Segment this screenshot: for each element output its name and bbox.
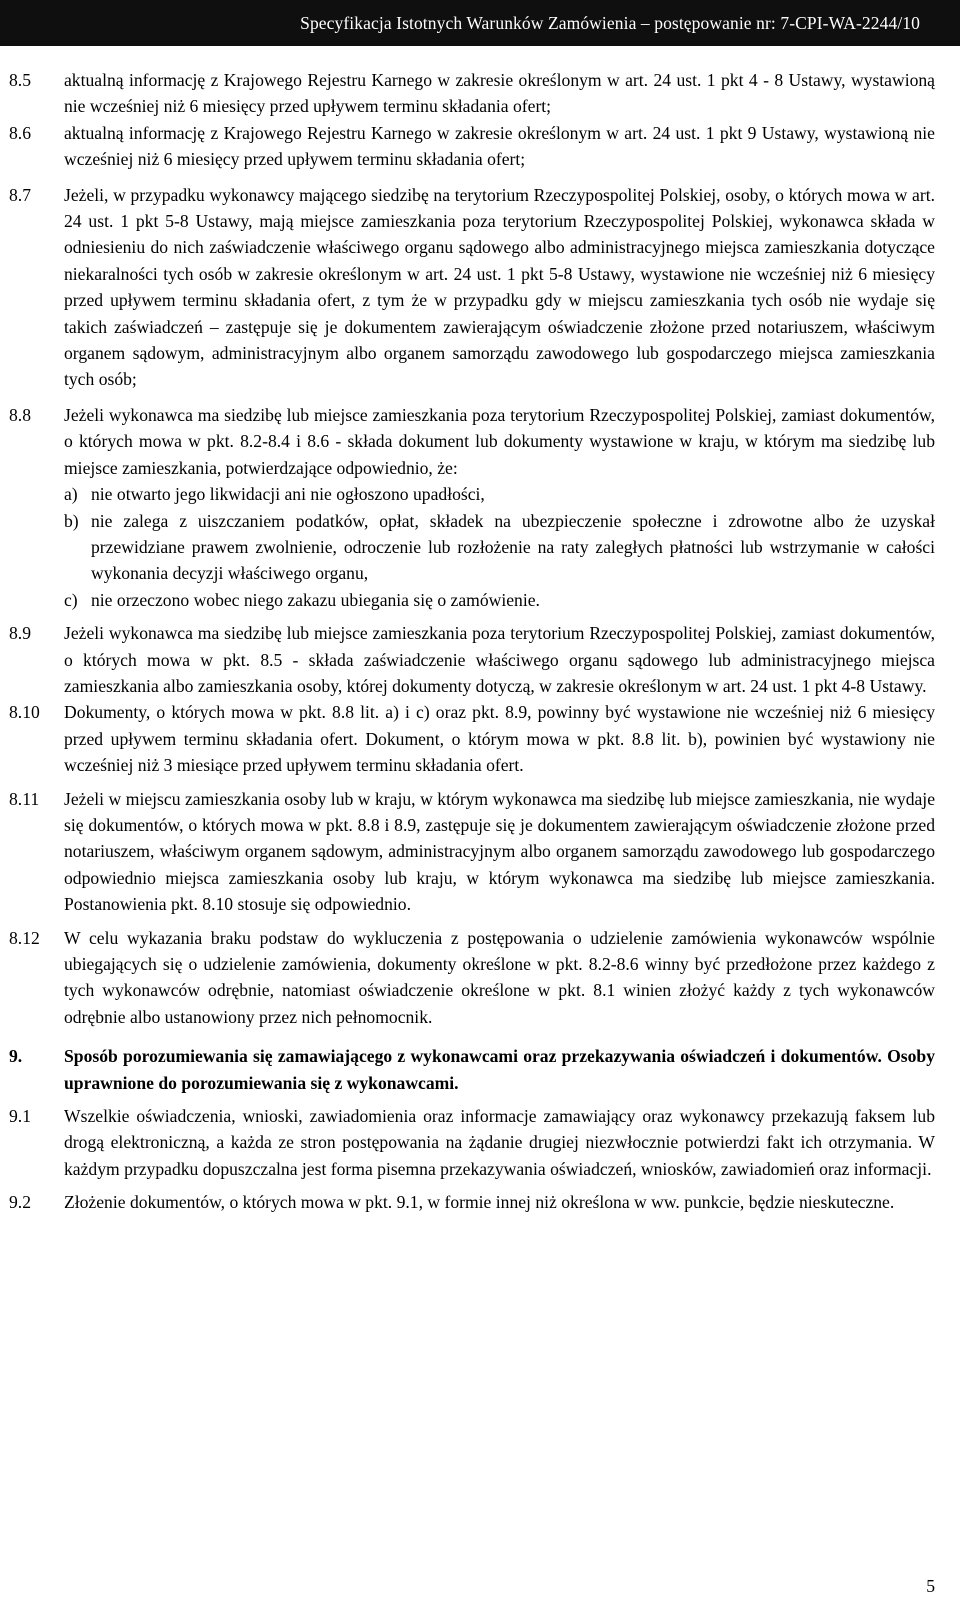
section-number: 9. (9, 1046, 23, 1067)
clause-number: 8.10 (9, 702, 40, 723)
clause-text: Wszelkie oświadczenia, wnioski, zawiadomienia oraz informacje zamawiający oraz wykonawcy przekazują faksem lub drogą elektroniczną, a każda ze stron postępowania na żądanie drugiej niezwłocznie potwierdzi fakt ich otrzymania. W każdym przypadku dopuszczalna jest forma pisemna przekazywania oświadczeń, wniosków, zawiadomień oraz informacji. (64, 1106, 935, 1179)
section-title: Sposób porozumiewania się zamawiającego z wykonawcami oraz przekazywania oświadczeń i dokumentów. Osoby uprawnione do porozumiewania się z wykonawcami. (64, 1046, 935, 1093)
clause-number: 9.2 (9, 1192, 31, 1213)
subitem-text: nie zalega z uiszczaniem podatków, opłat, składek na ubezpieczenie społeczne i zdrowotne albo że uzyskał przewidziane prawem zwolnienie, odroczenie lub rozłożenie na raty zaległych płatności lub wstrzymanie w całości wykonania decyzji właściwego organu, (91, 510, 935, 584)
clause-number: 9.1 (9, 1106, 31, 1127)
clause-number: 8.8 (9, 404, 31, 425)
clause-text: aktualną informację z Krajowego Rejestru Karnego w zakresie określonym w art. 24 ust. 1 pkt 4 - 8 Ustawy, wystawioną nie wcześniej niż 6 miesięcy przed upływem terminu składania ofert; (64, 70, 935, 117)
clause-text: aktualną informację z Krajowego Rejestru Karnego w zakresie określonym w art. 24 ust. 1 pkt 9 Ustawy, wystawioną nie wcześniej niż 6 miesięcy przed upływem terminu składania ofert; (64, 122, 935, 170)
clause-number: 8.11 (9, 788, 40, 809)
clause-8-7 (9, 182, 935, 393)
clause-text: Jeżeli, w przypadku wykonawcy mającego siedzibę na terytorium Rzeczypospolitej Polskiej, osoby, o których mowa w art. 24 ust. 1 pkt 5-8 Ustawy, mają miejsce zamieszkania poza terytorium Rzeczypospolitej Polskiej, wykonawca składa w odniesieniu do nich zaświadczenie właściwego organu sądowego albo administracyjnego miejsca zamieszkania dotyczące niekaralności tych osób w zakresie określonym w art. 24 ust. 1 pkt 5-8 Ustawy, wystawione nie wcześniej niż 6 miesięcy przed upływem terminu składania ofert, z tym że w przypadku gdy w miejscu zamieszkania tych osób nie wydaje się takich zaświadczeń – zastępuje się je dokumentem zawierającym oświadczenie złożone przed notariuszem, właściwym organem sądowym, administracyjnym albo organem samorządu zawodowego lub gospodarczego miejsca zamieszkania tych osób; (64, 184, 935, 390)
subitem-a (64, 481, 935, 507)
clause-number: 8.5 (9, 70, 31, 90)
clause-8-12 (9, 925, 935, 1031)
document-body (9, 67, 935, 1216)
subitem-letter: a) (64, 484, 78, 505)
clause-body (64, 402, 935, 613)
clause-text: Dokumenty, o których mowa w pkt. 8.8 lit. a) i c) oraz pkt. 8.9, powinny być wystawione nie wcześniej niż 6 miesięcy przed upływem terminu składania ofert. Dokument, o którym mowa w pkt. 8.8 lit. b), powinien być wystawiony nie wcześniej niż 3 miesiące przed upływem terminu składania ofert. (64, 702, 935, 776)
section-9-heading (9, 1043, 935, 1096)
clause-9-2 (9, 1189, 935, 1215)
clause-8-8 (9, 402, 935, 613)
document-header (0, 0, 960, 46)
clause-number: 8.12 (9, 927, 40, 948)
clause-8-5 (9, 67, 935, 120)
subitem-b (64, 508, 935, 587)
subitem-c (64, 587, 935, 613)
clause-number: 8.9 (9, 623, 31, 644)
header-title: Specyfikacja Istotnych Warunków Zamówienia – postępowanie nr: 7-CPI-WA-2244/10 (300, 12, 920, 33)
clause-number: 8.6 (9, 122, 31, 143)
clause-9-1 (9, 1103, 935, 1182)
clause-text: Jeżeli w miejscu zamieszkania osoby lub w kraju, w którym wykonawca ma siedzibę lub miejsce zamieszkania, nie wydaje się dokumentów, o których mowa w pkt. 8.8 i 8.9, zastępuje się je dokumentem zawierającym oświadczenie złożone przed notariuszem, właściwym organem sądowym, administracyjnym albo organem samorządu zawodowego lub gospodarczego odpowiednio miejsca zamieszkania osoby lub kraju, w którym wykonawca ma siedzibę lub miejsce zamieszkania. Postanowienia pkt. 8.10 stosuje się odpowiednio. (64, 788, 935, 915)
clause-text: Złożenie dokumentów, o których mowa w pkt. 9.1, w formie innej niż określona w ww. punkcie, będzie nieskuteczne. (64, 1192, 895, 1213)
clause-text: Jeżeli wykonawca ma siedzibę lub miejsce zamieszkania poza terytorium Rzeczypospolitej Polskiej, zamiast dokumentów, o których mowa w pkt. 8.2-8.4 i 8.6 - składa dokument lub dokumenty wystawione w kraju, w którym ma siedzibę lub miejsce zamieszkania, potwierdzające odpowiednio, że: (64, 404, 935, 478)
subitem-letter: c) (64, 589, 78, 610)
clause-text: W celu wykazania braku podstaw do wykluczenia z postępowania o udzielenie zamówienia wykonawców wspólnie ubiegających się o udzielenie zamówienia, dokumenty określone w pkt. 8.2-8.6 winny być przedłożone przez każdego z tych wykonawców odrębnie, natomiast oświadczenie określone w pkt. 8.1 winien złożyć każdy z tych wykonawców odrębnie albo ustanowiony przez nich pełnomocnik. (64, 927, 935, 1027)
clause-number: 8.7 (9, 184, 31, 205)
subitem-text: nie otwarto jego likwidacji ani nie ogłoszono upadłości, (91, 484, 485, 505)
clause-8-6 (9, 120, 935, 173)
clause-8-10 (9, 699, 935, 778)
subitem-letter: b) (64, 510, 79, 531)
clause-8-11 (9, 786, 935, 918)
subitem-text: nie orzeczono wobec niego zakazu ubiegania się o zamówienie. (91, 589, 540, 610)
page-number: 5 (926, 1576, 935, 1596)
clause-8-9 (9, 620, 935, 699)
clause-text: Jeżeli wykonawca ma siedzibę lub miejsce zamieszkania poza terytorium Rzeczypospolitej Polskiej, zamiast dokumentów, o których mowa w pkt. 8.5 - składa zaświadczenie właściwego organu sądowego lub administracyjnego miejsca zamieszkania albo zamieszkania osoby, której dokumenty dotyczą, w zakresie określonym w art. 24 ust. 1 pkt 4-8 Ustawy. (64, 623, 935, 696)
